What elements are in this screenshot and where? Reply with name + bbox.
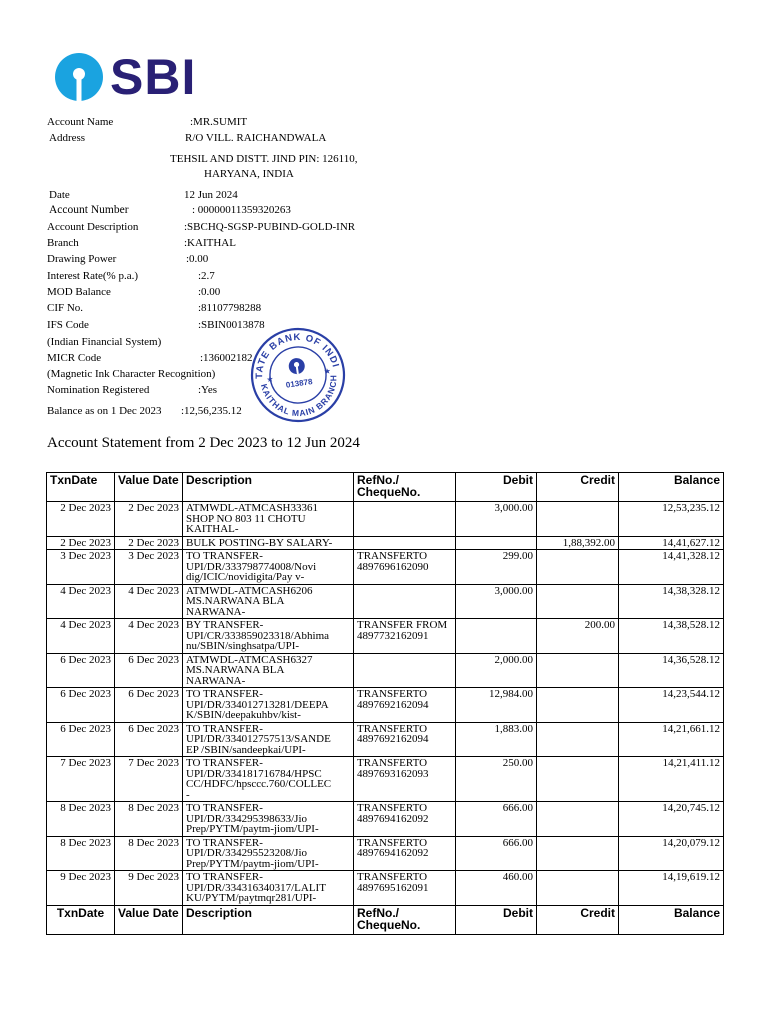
footer-txn-date: TxnDate bbox=[47, 905, 115, 934]
interest-rate-label: Interest Rate(% p.a.) bbox=[47, 270, 139, 282]
cell-ref: TRANSFERTO 4897692162094 bbox=[354, 688, 456, 723]
micr-code-value: :136002182 bbox=[200, 352, 253, 364]
cell-description: TO TRANSFER- UPI/DR/334316340317/LALIT KU/PYTM/paytmqr281/UPI- bbox=[183, 871, 354, 906]
cell-ref: TRANSFERTO 4897694162092 bbox=[354, 836, 456, 871]
table-row bbox=[47, 722, 724, 757]
cell-txn-date: 8 Dec 2023 bbox=[47, 802, 115, 837]
micr-code-label: MICR Code bbox=[47, 352, 102, 364]
account-description-label: Account Description bbox=[47, 221, 139, 233]
cell-txn-date: 4 Dec 2023 bbox=[47, 584, 115, 619]
cell-debit: 666.00 bbox=[456, 836, 537, 871]
cell-debit: 666.00 bbox=[456, 802, 537, 837]
cif-value: :81107798288 bbox=[198, 302, 262, 314]
cell-description: BY TRANSFER- UPI/CR/333859023318/Abhima nu/SBIN/singhsatpa/UPI- bbox=[183, 619, 354, 654]
cell-txn-date: 2 Dec 2023 bbox=[47, 502, 115, 537]
cell-description: ATMWDL-ATMCASH6327 MS.NARWANA BLA NARWANA- bbox=[183, 653, 354, 688]
cell-ref: TRANSFERTO 4897693162093 bbox=[354, 757, 456, 802]
cell-balance: 14,41,627.12 bbox=[619, 536, 724, 550]
cell-debit: 460.00 bbox=[456, 871, 537, 906]
address-line-3: HARYANA, INDIA bbox=[204, 168, 294, 180]
ifs-code-value: :SBIN0013878 bbox=[198, 319, 265, 331]
cell-txn-date: 8 Dec 2023 bbox=[47, 836, 115, 871]
cell-description: TO TRANSFER- UPI/DR/334295523208/Jio Prep/PYTM/paytm-jiom/UPI- bbox=[183, 836, 354, 871]
table-row bbox=[47, 653, 724, 688]
stamp-star-left-icon: ★ bbox=[265, 374, 275, 385]
header-credit: Credit bbox=[537, 473, 619, 502]
table-footer-header-row bbox=[47, 905, 724, 934]
cell-debit: 250.00 bbox=[456, 757, 537, 802]
stamp-top-text: STATE BANK OF INDIA bbox=[254, 331, 342, 379]
cell-ref bbox=[354, 502, 456, 537]
cell-txn-date: 6 Dec 2023 bbox=[47, 688, 115, 723]
sbi-logo-text: SBI bbox=[110, 49, 197, 105]
stamp-star-right-icon: ★ bbox=[323, 366, 332, 377]
branch-stamp bbox=[248, 326, 348, 424]
table-row bbox=[47, 619, 724, 654]
table-row bbox=[47, 688, 724, 723]
cell-txn-date: 9 Dec 2023 bbox=[47, 871, 115, 906]
cell-txn-date: 3 Dec 2023 bbox=[47, 550, 115, 585]
footer-value-date: Value Date bbox=[115, 905, 183, 934]
cell-description: ATMWDL-ATMCASH33361 SHOP NO 803 11 CHOTU KAITHAL- bbox=[183, 502, 354, 537]
header-description: Description bbox=[183, 473, 354, 502]
cell-value-date: 7 Dec 2023 bbox=[115, 757, 183, 802]
cell-credit bbox=[537, 871, 619, 906]
cell-debit: 12,984.00 bbox=[456, 688, 537, 723]
account-description-value: :SBCHQ-SGSP-PUBIND-GOLD-INR bbox=[184, 221, 356, 233]
cell-balance: 14,38,528.12 bbox=[619, 619, 724, 654]
cell-value-date: 4 Dec 2023 bbox=[115, 619, 183, 654]
cell-value-date: 2 Dec 2023 bbox=[115, 502, 183, 537]
cell-debit: 2,000.00 bbox=[456, 653, 537, 688]
table-row bbox=[47, 550, 724, 585]
footer-description: Description bbox=[183, 905, 354, 934]
branch-label: Branch bbox=[47, 237, 79, 249]
drawing-power-label: Drawing Power bbox=[47, 253, 117, 265]
statement-title: Account Statement from 2 Dec 2023 to 12 Jun 2024 bbox=[47, 435, 360, 451]
cell-description: TO TRANSFER- UPI/DR/334012713281/DEEPA K/SBIN/deepakuhbv/kist- bbox=[183, 688, 354, 723]
table-row bbox=[47, 584, 724, 619]
address-label: Address bbox=[49, 132, 86, 144]
cif-label: CIF No. bbox=[47, 302, 84, 314]
cell-value-date: 6 Dec 2023 bbox=[115, 722, 183, 757]
cell-credit: 1,88,392.00 bbox=[537, 536, 619, 550]
cell-balance: 14,41,328.12 bbox=[619, 550, 724, 585]
mod-balance-label: MOD Balance bbox=[47, 286, 111, 298]
address-line-1: R/O VILL. RAICHANDWALA bbox=[185, 132, 327, 144]
cell-credit bbox=[537, 688, 619, 723]
micr-note: (Magnetic Ink Character Recognition) bbox=[47, 368, 216, 380]
cell-credit bbox=[537, 757, 619, 802]
opening-balance-value: :12,56,235.12 bbox=[181, 405, 242, 417]
cell-balance: 14,38,328.12 bbox=[619, 584, 724, 619]
cell-debit bbox=[456, 536, 537, 550]
footer-balance: Balance bbox=[619, 905, 724, 934]
table-row bbox=[47, 536, 724, 550]
cell-balance: 14,20,745.12 bbox=[619, 802, 724, 837]
drawing-power-value: :0.00 bbox=[186, 253, 209, 265]
cell-credit bbox=[537, 502, 619, 537]
cell-description: TO TRANSFER- UPI/DR/334012757513/SANDE EP /SBIN/sandeepkai/UPI- bbox=[183, 722, 354, 757]
cell-balance: 14,21,661.12 bbox=[619, 722, 724, 757]
cell-description: TO TRANSFER- UPI/DR/334181716784/HPSC CC/HDFC/hpsccc.760/COLLEC - bbox=[183, 757, 354, 802]
cell-balance: 14,36,528.12 bbox=[619, 653, 724, 688]
cell-credit bbox=[537, 550, 619, 585]
table-row bbox=[47, 757, 724, 802]
header-txn-date: TxnDate bbox=[47, 473, 115, 502]
cell-credit bbox=[537, 836, 619, 871]
opening-balance-label: Balance as on 1 Dec 2023 bbox=[47, 405, 162, 417]
cell-credit bbox=[537, 802, 619, 837]
cell-value-date: 4 Dec 2023 bbox=[115, 584, 183, 619]
cell-balance: 14,21,411.12 bbox=[619, 757, 724, 802]
cell-description: BULK POSTING-BY SALARY- bbox=[183, 536, 354, 550]
cell-value-date: 6 Dec 2023 bbox=[115, 688, 183, 723]
account-name-value: :MR.SUMIT bbox=[190, 116, 248, 128]
table-row bbox=[47, 871, 724, 906]
cell-debit bbox=[456, 619, 537, 654]
cell-debit: 299.00 bbox=[456, 550, 537, 585]
account-name-label: Account Name bbox=[47, 116, 114, 128]
ifs-note: (Indian Financial System) bbox=[47, 336, 162, 348]
footer-debit: Debit bbox=[456, 905, 537, 934]
sbi-logo bbox=[54, 49, 204, 105]
table-row bbox=[47, 836, 724, 871]
cell-ref bbox=[354, 653, 456, 688]
cell-debit: 3,000.00 bbox=[456, 502, 537, 537]
cell-credit bbox=[537, 653, 619, 688]
cell-value-date: 8 Dec 2023 bbox=[115, 836, 183, 871]
footer-credit: Credit bbox=[537, 905, 619, 934]
cell-ref: TRANSFERTO 4897692162094 bbox=[354, 722, 456, 757]
cell-balance: 12,53,235.12 bbox=[619, 502, 724, 537]
cell-debit: 1,883.00 bbox=[456, 722, 537, 757]
cell-ref bbox=[354, 584, 456, 619]
cell-description: TO TRANSFER- UPI/DR/334295398633/Jio Prep/PYTM/paytm-jiom/UPI- bbox=[183, 802, 354, 837]
ifs-code-label: IFS Code bbox=[47, 319, 89, 331]
cell-ref: TRANSFERTO 4897695162091 bbox=[354, 871, 456, 906]
cell-balance: 14,20,079.12 bbox=[619, 836, 724, 871]
mod-balance-value: :0.00 bbox=[198, 286, 221, 298]
transactions-table bbox=[46, 472, 724, 935]
cell-txn-date: 6 Dec 2023 bbox=[47, 722, 115, 757]
cell-balance: 14,23,544.12 bbox=[619, 688, 724, 723]
cell-txn-date: 7 Dec 2023 bbox=[47, 757, 115, 802]
cell-credit: 200.00 bbox=[537, 619, 619, 654]
cell-value-date: 6 Dec 2023 bbox=[115, 653, 183, 688]
nomination-label: Nomination Registered bbox=[47, 384, 150, 396]
cell-txn-date: 6 Dec 2023 bbox=[47, 653, 115, 688]
cell-value-date: 8 Dec 2023 bbox=[115, 802, 183, 837]
cell-description: TO TRANSFER- UPI/DR/333798774008/Novi dig/ICIC/novidigita/Pay v- bbox=[183, 550, 354, 585]
table-row bbox=[47, 502, 724, 537]
cell-txn-date: 4 Dec 2023 bbox=[47, 619, 115, 654]
account-number-label: Account Number bbox=[49, 204, 129, 216]
cell-ref: TRANSFER FROM 4897732162091 bbox=[354, 619, 456, 654]
cell-debit: 3,000.00 bbox=[456, 584, 537, 619]
cell-ref: TRANSFERTO 4897694162092 bbox=[354, 802, 456, 837]
header-debit: Debit bbox=[456, 473, 537, 502]
sbi-logo-icon bbox=[54, 52, 104, 102]
interest-rate-value: :2.7 bbox=[198, 270, 215, 282]
cell-txn-date: 2 Dec 2023 bbox=[47, 536, 115, 550]
account-number-value: : 00000011359320263 bbox=[192, 204, 291, 216]
header-ref: RefNo./ ChequeNo. bbox=[354, 473, 456, 502]
address-line-2: TEHSIL AND DISTT. JIND PIN: 126110, bbox=[170, 153, 358, 165]
branch-value: :KAITHAL bbox=[184, 237, 236, 249]
cell-ref bbox=[354, 536, 456, 550]
nomination-value: :Yes bbox=[198, 384, 218, 396]
cell-description: ATMWDL-ATMCASH6206 MS.NARWANA BLA NARWANA- bbox=[183, 584, 354, 619]
stamp-bottom-text: KAITHAL MAIN BRANCH bbox=[258, 374, 339, 419]
cell-credit bbox=[537, 722, 619, 757]
cell-balance: 14,19,619.12 bbox=[619, 871, 724, 906]
header-value-date: Value Date bbox=[115, 473, 183, 502]
cell-value-date: 3 Dec 2023 bbox=[115, 550, 183, 585]
cell-value-date: 9 Dec 2023 bbox=[115, 871, 183, 906]
cell-value-date: 2 Dec 2023 bbox=[115, 536, 183, 550]
date-value: 12 Jun 2024 bbox=[184, 189, 238, 201]
header-balance: Balance bbox=[619, 473, 724, 502]
table-header-row bbox=[47, 473, 724, 502]
footer-ref: RefNo./ ChequeNo. bbox=[354, 905, 456, 934]
cell-ref: TRANSFERTO 4897696162090 bbox=[354, 550, 456, 585]
stamp-code: 013878 bbox=[285, 377, 314, 390]
date-label: Date bbox=[49, 189, 70, 201]
cell-credit bbox=[537, 584, 619, 619]
table-row bbox=[47, 802, 724, 837]
